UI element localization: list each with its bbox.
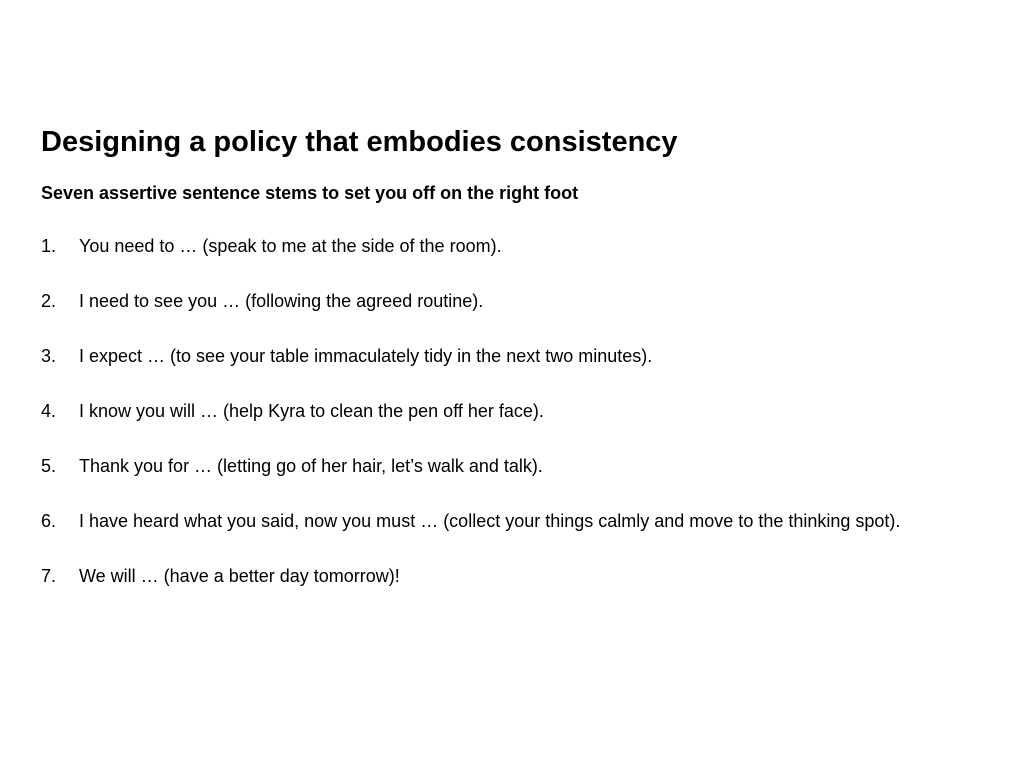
list-item-text: I expect … (to see your table immaculately tidy in the next two minutes). bbox=[79, 346, 653, 366]
list-item-number: 2. bbox=[41, 291, 57, 311]
slide-subtitle: Seven assertive sentence stems to set you off on the right foot bbox=[41, 183, 579, 203]
list-item bbox=[41, 453, 981, 481]
list-item bbox=[41, 508, 981, 536]
sentence-stem-list bbox=[41, 233, 981, 618]
list-item-text: I know you will … (help Kyra to clean the pen off her face). bbox=[79, 401, 544, 421]
list-item bbox=[41, 343, 981, 371]
list-item-text: I need to see you … (following the agreed routine). bbox=[79, 291, 484, 311]
list-item bbox=[41, 233, 981, 261]
list-item bbox=[41, 398, 981, 426]
list-item-number: 6. bbox=[41, 511, 57, 531]
list-item bbox=[41, 288, 981, 316]
list-item-text: I have heard what you said, now you must … (collect your things calmly and move to the thinking spot). bbox=[79, 511, 901, 531]
list-item-number: 5. bbox=[41, 456, 57, 476]
list-item-text: We will … (have a better day tomorrow)! bbox=[79, 566, 400, 586]
slide-title: Designing a policy that embodies consistency bbox=[41, 126, 678, 158]
list-item-number: 4. bbox=[41, 401, 57, 421]
list-item-text: Thank you for … (letting go of her hair, let’s walk and talk). bbox=[79, 456, 543, 476]
list-item-number: 3. bbox=[41, 346, 57, 366]
list-item-number: 1. bbox=[41, 236, 57, 256]
list-item bbox=[41, 563, 981, 591]
list-item-number: 7. bbox=[41, 566, 57, 586]
list-item-text: You need to … (speak to me at the side of the room). bbox=[79, 236, 502, 256]
